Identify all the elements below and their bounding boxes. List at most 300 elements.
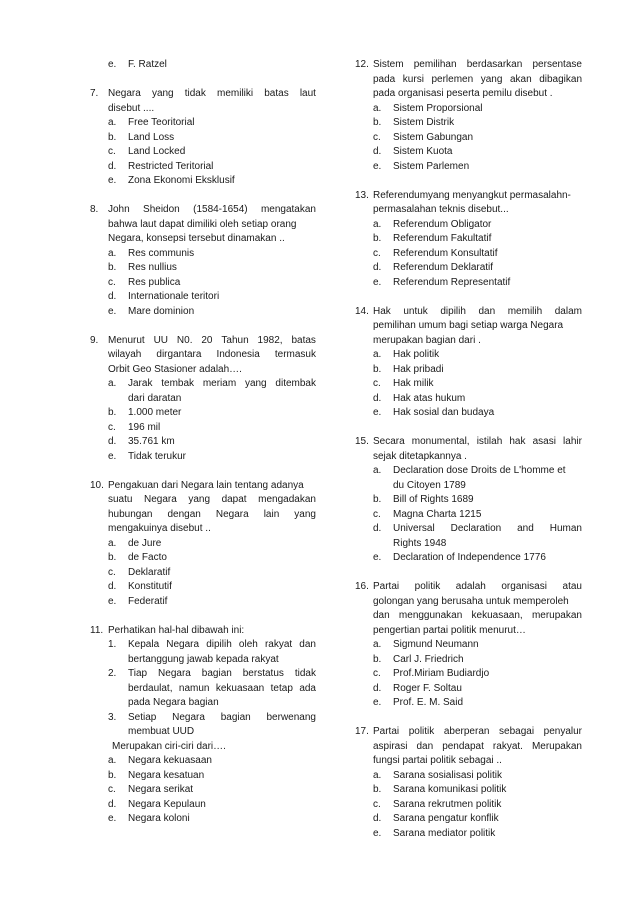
option-letter: b. — [108, 552, 117, 563]
option: e. F. Ratzel — [108, 59, 167, 70]
option-text: 35.761 km — [128, 436, 175, 447]
option-list — [90, 537, 316, 610]
word: bagian — [220, 711, 251, 723]
option-text: Hak politik — [393, 349, 440, 360]
option — [355, 798, 582, 813]
option-text: Sistem Distrik — [393, 117, 455, 128]
question-text: golongan yang berusaha untuk memperoleh — [373, 595, 569, 607]
option-letter: e. — [108, 175, 117, 186]
option-text: Land Loss — [128, 131, 175, 143]
option-text: de Facto — [128, 552, 167, 563]
word: 20 — [201, 334, 213, 346]
word: termasuk — [274, 349, 316, 360]
word: atau — [562, 581, 582, 592]
option-letter: b. — [373, 784, 382, 795]
word: kursi — [402, 73, 424, 85]
option-letter: d. — [373, 262, 382, 273]
option-text: Negara koloni — [128, 813, 190, 824]
justified-line — [373, 305, 582, 320]
option-letter: a. — [108, 247, 117, 259]
option-letter: a. — [108, 537, 117, 549]
option-letter: c. — [373, 378, 381, 389]
word: berdaulat, — [128, 682, 173, 694]
question-text: pengertian partai politik menurut… — [373, 624, 526, 636]
question-text: 7. Negara yang tidak memiliki batas laut — [90, 87, 316, 102]
question-text: 10. Pengakuan dari Negara lain tentang adanya — [90, 479, 304, 491]
word: pemilihan — [413, 59, 457, 70]
option-letter: d. — [108, 291, 117, 302]
word: dipilih — [206, 639, 232, 650]
word: Tahun — [221, 334, 249, 346]
question-13 — [355, 189, 582, 291]
statement-3: 3. Setiap Negara bagian berwenang — [90, 711, 316, 726]
word: Setiap — [128, 711, 157, 723]
word: Partai — [373, 581, 400, 592]
question-text — [355, 73, 582, 88]
option — [90, 435, 316, 450]
option-text: Konstitutif — [128, 581, 172, 592]
justified-line — [373, 740, 582, 755]
option-text: 1.000 meter — [128, 407, 182, 418]
option-text: Referendum Representatif — [393, 276, 511, 288]
option-letter: a. — [373, 349, 382, 360]
question-12 — [355, 58, 582, 174]
word: yang — [480, 73, 503, 85]
question-text: Negara, konsepsi tersebut dinamakan .. — [108, 233, 285, 244]
option-letter: b. — [373, 233, 382, 244]
word: tidak — [184, 88, 206, 99]
justified-line — [128, 667, 316, 682]
option — [90, 276, 316, 291]
justified-line — [373, 580, 582, 595]
option-letter: c. — [373, 798, 381, 810]
option-letter: e. — [373, 407, 382, 418]
option-text: Bill of Rights 1689 — [393, 494, 474, 505]
option-letter: d. — [108, 436, 117, 447]
option-letter: b. — [373, 653, 382, 665]
option-letter: b. — [108, 262, 117, 273]
option-letter: c. — [373, 131, 381, 143]
option — [355, 667, 582, 682]
word: tidak — [294, 668, 316, 679]
word: lahir — [563, 436, 582, 447]
question-text: disebut .... — [108, 102, 155, 114]
option-letter: b. — [373, 363, 382, 375]
question-text: 11. Perhatikan hal-hal dibawah ini: — [90, 624, 245, 636]
option-text: Hak milik — [393, 378, 434, 389]
option-letter: a. — [108, 755, 117, 766]
word: laut — [299, 88, 316, 99]
word: dan — [478, 305, 496, 317]
option-letter: d. — [373, 392, 382, 404]
word: Sheidon — [143, 204, 180, 215]
option-text: 196 mil — [128, 421, 161, 433]
option-text: Referendum Konsultatif — [393, 247, 498, 259]
option-text: Carl J. Friedrich — [393, 653, 464, 665]
option: d. Universal Declaration and Human — [355, 522, 582, 537]
option-text: Zona Ekonomi Eksklusif — [128, 175, 235, 186]
option — [355, 145, 582, 160]
justified-line — [373, 725, 582, 740]
option-letter: b. — [108, 131, 117, 143]
word: bagian — [201, 668, 232, 679]
option — [90, 537, 316, 552]
option-text: Sistem Proporsional — [393, 102, 483, 114]
option-continued: du Citoyen 1789 — [393, 479, 466, 491]
option-letter: c. — [108, 784, 116, 795]
statement-2: 2. Tiap Negara bagian berstatus tidak — [90, 667, 316, 682]
option-text: Negara kekuasaan — [128, 755, 212, 766]
justified-line — [108, 508, 316, 523]
word: Negara — [166, 639, 200, 650]
word: yang — [244, 378, 267, 389]
word: berstatus — [242, 668, 284, 679]
word: (1584-1654) — [193, 204, 248, 215]
question-text — [90, 508, 316, 523]
word: Jarak — [128, 378, 153, 389]
question-text: pada organisasi peserta pemilu disebut . — [373, 88, 553, 99]
option-letter: a. — [108, 117, 117, 128]
option — [355, 682, 582, 697]
statement-continued: pada Negara bagian — [128, 697, 219, 708]
word: pendapat — [442, 740, 484, 752]
option — [90, 406, 316, 421]
word: istilah — [476, 436, 503, 447]
word: Tiap — [128, 668, 148, 679]
option — [90, 290, 316, 305]
question-text: 16. Partai politik adalah organisasi atau — [355, 580, 582, 595]
option — [355, 551, 582, 566]
option-list — [90, 116, 316, 189]
question-text — [90, 348, 316, 363]
justified-line — [128, 377, 316, 392]
word: berdasarkan — [466, 59, 523, 70]
option-list — [355, 638, 582, 711]
option-text: Free Teoritorial — [128, 117, 195, 128]
option-list — [355, 102, 582, 175]
justified-line — [128, 638, 316, 653]
option-letter: c. — [108, 566, 116, 578]
question-text: 9. Menurut UU N0. 20 Tahun 1982, batas — [90, 334, 316, 349]
word: asasi — [532, 436, 556, 447]
option-letter: c. — [108, 421, 116, 433]
word: mengadakan — [258, 494, 316, 505]
option — [355, 638, 582, 653]
option — [90, 754, 316, 769]
option-list — [355, 348, 582, 421]
question-9 — [90, 334, 316, 465]
option-letter: e. — [373, 276, 382, 288]
option — [355, 102, 582, 117]
option-letter: e. — [108, 305, 117, 317]
option-text: Referendum Deklaratif — [393, 262, 494, 273]
word: ada — [299, 682, 316, 694]
option-text: Mare dominion — [128, 305, 195, 317]
word: monumental, — [411, 436, 470, 447]
word: namun — [178, 682, 210, 694]
option-text: Land Locked — [128, 146, 186, 157]
word: Universal — [393, 523, 435, 534]
question-17 — [355, 725, 582, 841]
word: rakyat. — [492, 740, 523, 752]
option — [90, 116, 316, 131]
question-text — [90, 493, 316, 508]
justified-line — [108, 87, 316, 102]
word: yang — [151, 88, 174, 99]
word: perlemen — [431, 73, 474, 85]
word: dipilih — [440, 305, 466, 317]
option — [355, 363, 582, 378]
option — [90, 769, 316, 784]
option — [355, 508, 582, 523]
justified-line — [108, 493, 316, 508]
option-text: Deklaratif — [128, 566, 171, 578]
question-text: Orbit Geo Stasioner adalah…. — [108, 363, 242, 375]
option-letter: e. — [108, 595, 117, 607]
word: kekuasaan, — [471, 610, 523, 621]
option-letter: d. — [373, 682, 382, 694]
option-letter: b. — [108, 407, 117, 418]
word: wilayah — [108, 349, 142, 360]
question-text: mengakuinya disebut .. — [108, 523, 211, 534]
option — [355, 392, 582, 407]
option-list — [90, 247, 316, 320]
option-text: Referendum Obligator — [393, 218, 492, 230]
option-letter: c. — [373, 247, 381, 259]
option — [90, 450, 316, 465]
word: tembak — [161, 378, 195, 389]
word: memilih — [507, 305, 543, 317]
word: berwenang — [266, 711, 316, 723]
option-text: Negara serikat — [128, 784, 194, 795]
word: persentase — [532, 59, 582, 70]
option — [90, 145, 316, 160]
option — [355, 218, 582, 233]
option-text: Referendum Fakultatif — [393, 233, 492, 244]
word: adalah — [455, 581, 486, 592]
option-letter: e. — [108, 813, 117, 824]
word: dan — [299, 639, 316, 650]
word: sebagai — [499, 726, 535, 737]
option — [355, 377, 582, 392]
word: hak — [509, 436, 526, 447]
option-text: Restricted Teritorial — [128, 160, 214, 172]
option-letter: b. — [108, 769, 117, 781]
option — [355, 783, 582, 798]
option — [90, 798, 316, 813]
option: a. Jarak tembak meriam yang ditembak — [90, 377, 316, 392]
option-text: Tidak terukur — [128, 450, 186, 462]
statement-continued — [90, 682, 316, 697]
word: Negara — [158, 668, 191, 679]
option — [90, 131, 316, 146]
option-letter: d. — [108, 581, 117, 592]
word: politik — [408, 726, 435, 737]
question-11 — [90, 624, 316, 827]
word: Declaration — [450, 523, 502, 534]
option — [355, 261, 582, 276]
word: Merupakan — [531, 740, 582, 752]
word: lain — [263, 508, 280, 520]
option-text: Prof.Miriam Budiardjo — [393, 668, 490, 679]
option-text: Hak atas hukum — [393, 392, 466, 404]
word: merupakan — [531, 610, 582, 621]
word: dan — [416, 740, 434, 752]
word: batas — [291, 334, 316, 346]
option-text: Sarana pengatur konflik — [393, 813, 499, 824]
option — [355, 116, 582, 131]
option-text: Negara Kepulaun — [128, 798, 206, 810]
question-text: bahwa laut dapat dimiliki oleh setiap orang — [108, 218, 297, 230]
word: memiliki — [217, 88, 254, 99]
option — [90, 421, 316, 436]
word: dengan — [167, 508, 201, 520]
word: yang — [294, 508, 316, 520]
right-column — [355, 58, 582, 841]
option — [355, 276, 582, 291]
word: menggunakan — [398, 610, 463, 621]
option — [355, 812, 582, 827]
word: Sistem — [373, 59, 404, 70]
word: ditembak — [275, 378, 316, 389]
option — [355, 406, 582, 421]
option-letter: c. — [373, 668, 381, 679]
word: Negara — [108, 88, 141, 99]
word: rakyat — [264, 639, 293, 650]
option — [355, 769, 582, 784]
word: Hak — [373, 305, 391, 317]
option-letter: e. — [373, 697, 382, 708]
option-text: Roger F. Soltau — [393, 682, 462, 694]
word: untuk — [403, 305, 428, 317]
statement-continued: membuat UUD — [128, 726, 195, 737]
question-text: sejak ditetapkannya . — [373, 450, 467, 462]
option-letter: e. — [373, 160, 382, 172]
word: meriam — [202, 378, 237, 389]
option-letter: b. — [373, 494, 382, 505]
statement-continued: bertanggung jawab kepada rakyat — [128, 653, 279, 665]
option — [90, 261, 316, 276]
word: pada — [373, 73, 396, 85]
option-letter: c. — [108, 276, 116, 288]
question-text: 8. John Sheidon (1584-1654) mengatakan — [90, 203, 316, 218]
option — [355, 493, 582, 508]
option-letter: d. — [108, 160, 117, 172]
option-letter: e. — [373, 552, 382, 563]
question-text: permasalahan teknis disebut... — [373, 204, 509, 215]
option-list — [355, 493, 582, 522]
word: Indonesia — [216, 349, 260, 360]
option-text: Sistem Kuota — [393, 146, 453, 157]
word: tetap — [270, 682, 293, 694]
option-letter: a. — [373, 218, 382, 230]
option — [90, 595, 316, 610]
option — [355, 247, 582, 262]
option: a. Declaration dose Droits de L'homme et — [373, 465, 566, 476]
question-10 — [90, 479, 316, 610]
option-list — [355, 769, 582, 842]
option — [90, 160, 316, 175]
option-text: Hak pribadi — [393, 363, 444, 375]
word: dibagikan — [539, 73, 582, 85]
justified-line — [108, 334, 316, 349]
word: penyalur — [543, 726, 582, 737]
justified-line — [373, 58, 582, 73]
question-text: 17. Partai politik aberperan sebagai penyalur — [355, 725, 582, 740]
option-text: Federatif — [128, 595, 168, 607]
word: aspirasi — [373, 740, 408, 752]
question-14 — [355, 305, 582, 421]
question-text — [355, 609, 582, 624]
word: 1982, — [257, 334, 283, 346]
option-text: Magna Charta 1215 — [393, 508, 482, 520]
word: hubungan — [108, 508, 153, 520]
option — [355, 827, 582, 842]
justified-line — [393, 522, 582, 537]
justified-line — [373, 609, 582, 624]
word: Secara — [373, 436, 405, 447]
option — [90, 812, 316, 827]
option-letter: a. — [373, 769, 382, 781]
option-letter: c. — [108, 146, 116, 157]
option — [355, 348, 582, 363]
option-continued: dari daratan — [128, 392, 182, 404]
option-letter: b. — [373, 117, 382, 128]
option — [90, 305, 316, 320]
word: suatu — [108, 494, 133, 505]
option-letter: a. — [373, 639, 382, 650]
option-text: Internationale teritori — [128, 291, 220, 302]
question-text: 14. Hak untuk dipilih dan memilih dalam — [355, 305, 582, 320]
word: UU — [153, 334, 169, 346]
justified-line — [128, 711, 316, 726]
option-text: de Jure — [128, 537, 162, 549]
statement-1: 1. Kepala Negara dipilih oleh rakyat dan — [90, 638, 316, 653]
option-list — [355, 551, 582, 566]
option-text: Sarana sosialisasi politik — [393, 769, 502, 781]
option-text: Negara kesatuan — [128, 769, 205, 781]
option — [90, 551, 316, 566]
word: John — [108, 204, 130, 215]
option — [90, 580, 316, 595]
option — [355, 653, 582, 668]
justified-line — [373, 435, 582, 450]
option-letter: c. — [373, 508, 381, 520]
word: yang — [188, 494, 211, 505]
option-text: Res publica — [128, 276, 181, 288]
word: N0. — [176, 334, 193, 346]
word: batas — [264, 88, 289, 99]
question-text — [355, 740, 582, 755]
justified-line — [108, 348, 316, 363]
option — [355, 232, 582, 247]
word: politik — [414, 581, 441, 592]
option — [355, 160, 582, 175]
word: Negara — [172, 711, 205, 723]
question-text: 13. Referendumyang menyangkut permasalahn- — [355, 189, 571, 201]
question-15 — [355, 435, 582, 566]
option — [90, 783, 316, 798]
word: Partai — [373, 726, 400, 737]
question-8 — [90, 203, 316, 319]
option-text: Res nullius — [128, 262, 177, 273]
word: akan — [509, 73, 532, 85]
word: dirgantara — [156, 349, 202, 360]
left-column — [90, 58, 316, 827]
option-text: Sarana komunikasi politik — [393, 784, 507, 795]
option-list — [90, 406, 316, 464]
option — [355, 696, 582, 711]
